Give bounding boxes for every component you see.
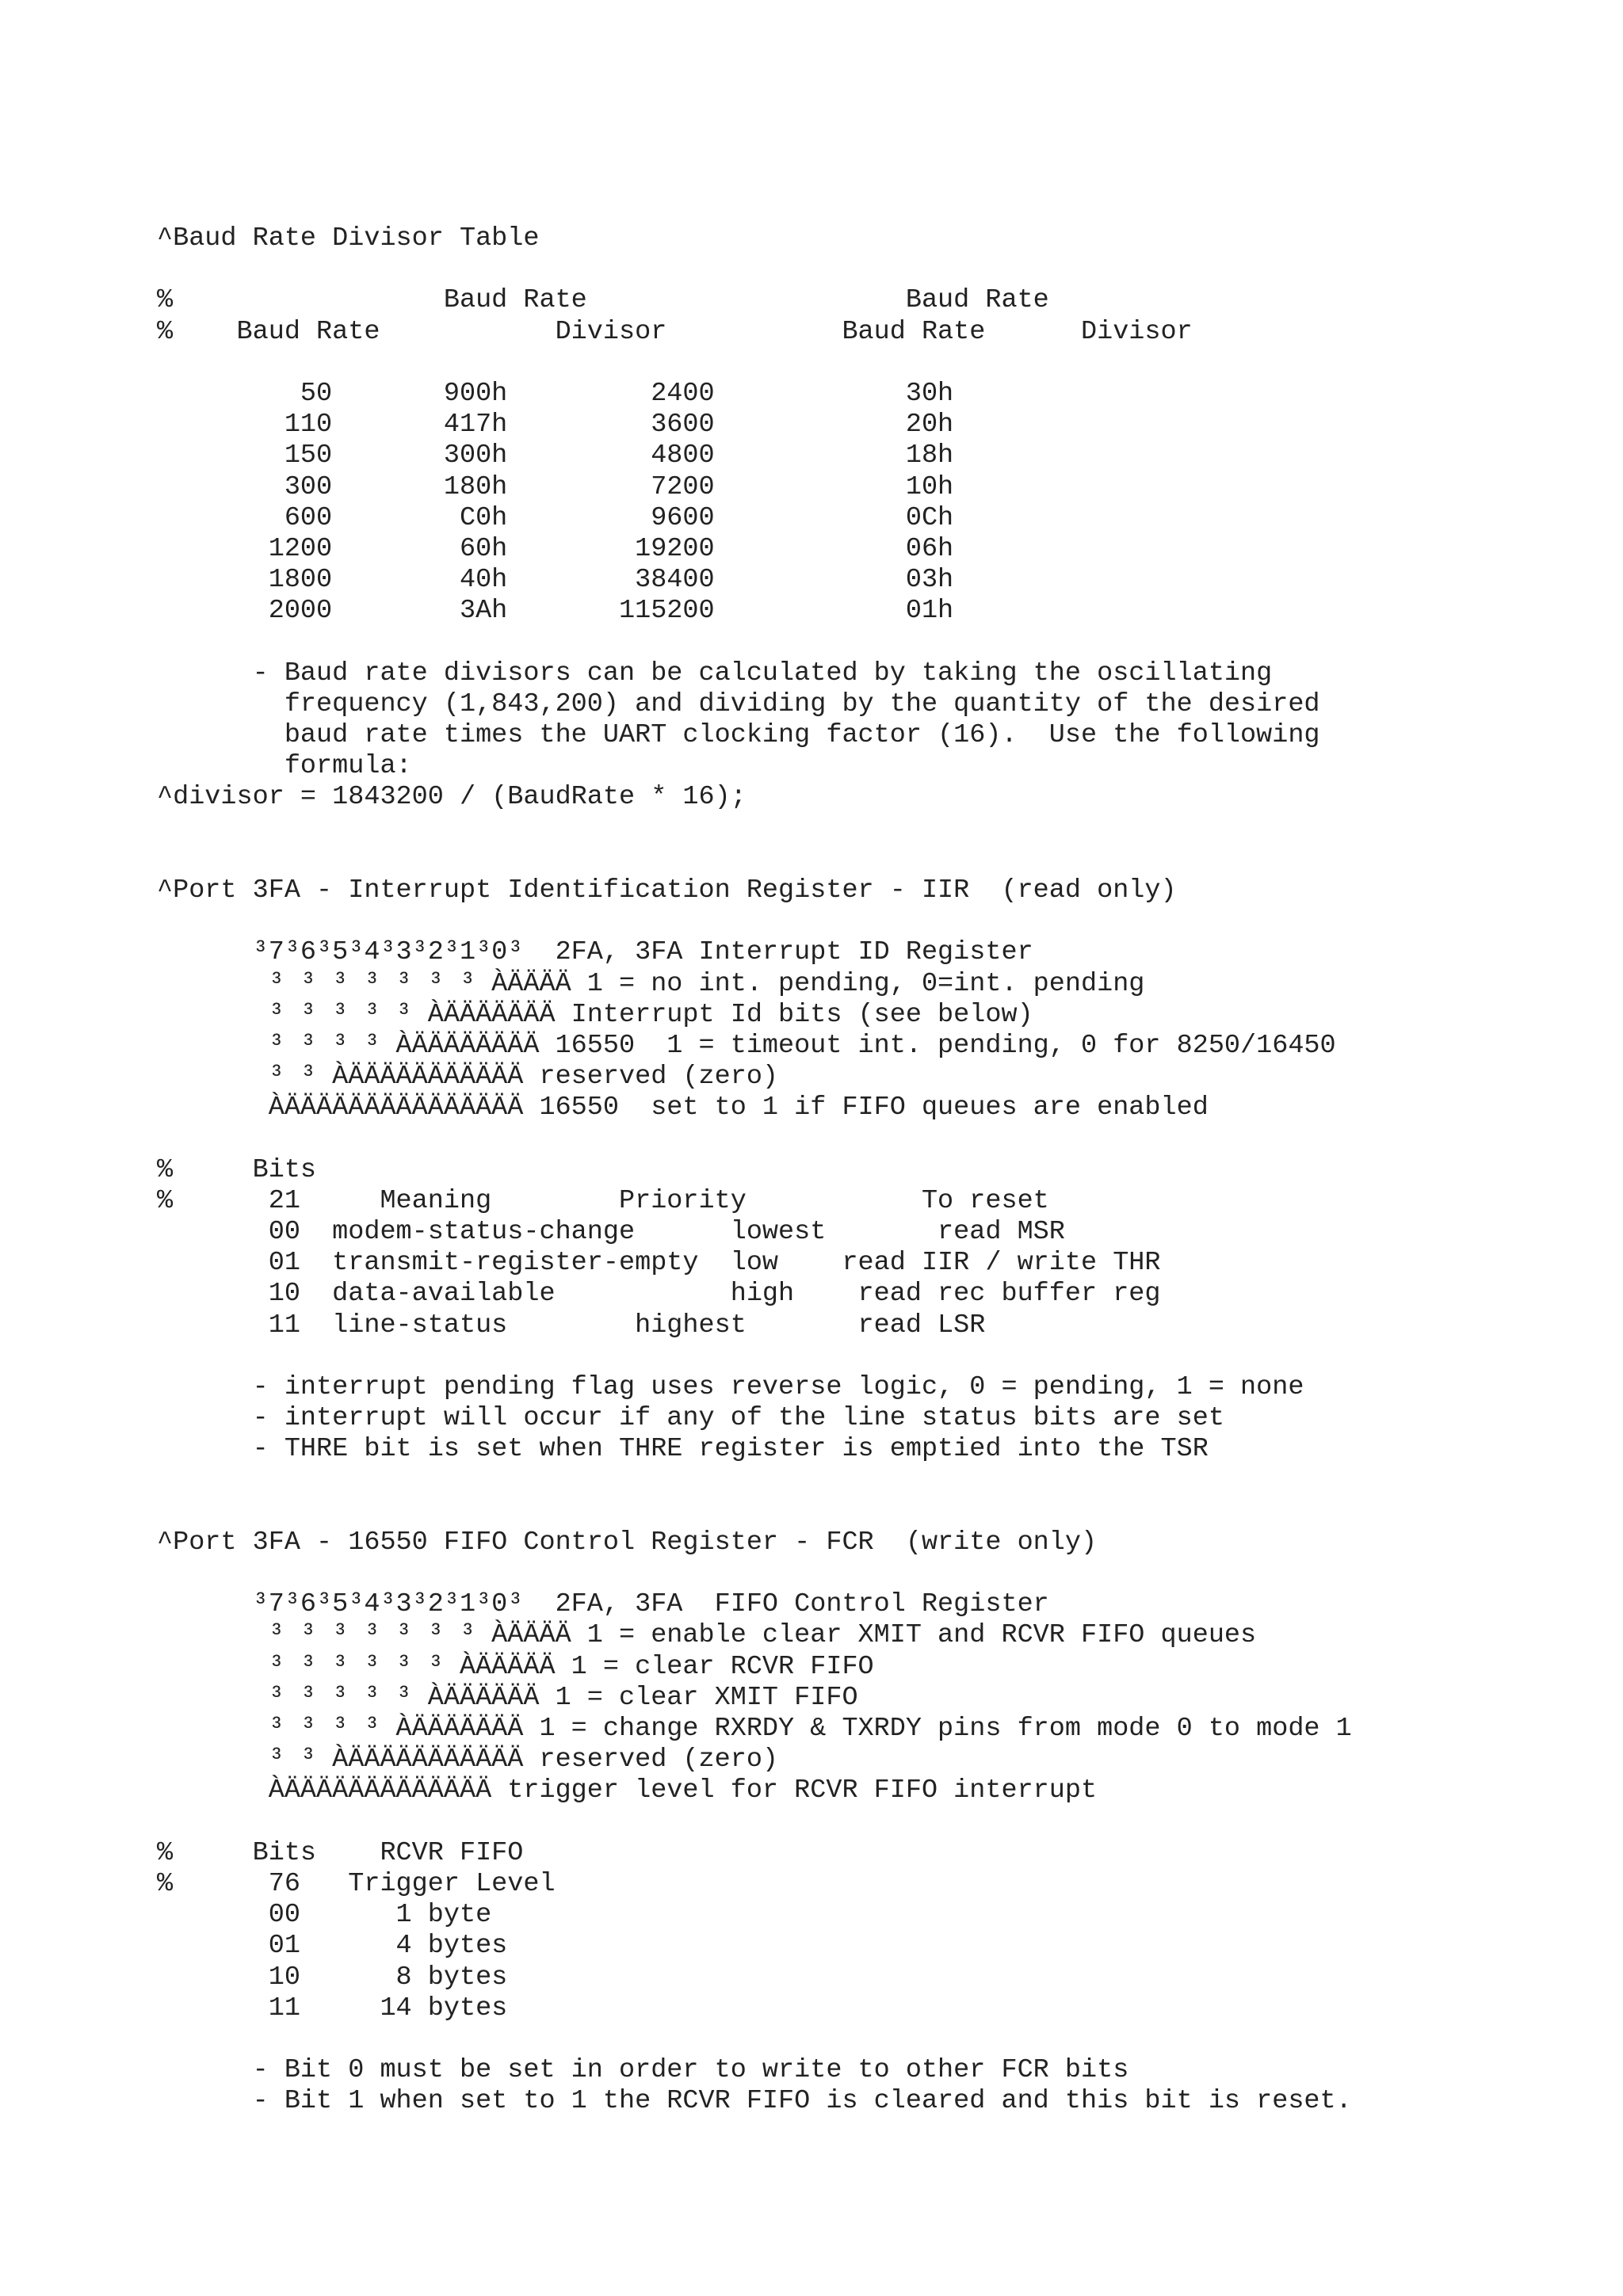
text-line: - interrupt pending flag uses reverse logic, 0 = pending, 1 = none (157, 1371, 1304, 1402)
text-line: ^Baud Rate Divisor Table (157, 223, 540, 254)
text-line (157, 348, 1583, 379)
text-line: formula: (157, 751, 412, 782)
text-line: ³ ³ ³ ³ ³ ³ ÀÄÄÄÄÄ 1 = clear RCVR FIFO (157, 1651, 874, 1682)
text-line: ³ ³ ³ ³ ³ ÀÄÄÄÄÄÄÄ Interrupt Id bits (see below) (157, 999, 1033, 1030)
text-line: ³ ³ ³ ³ ³ ³ ³ ÀÄÄÄÄ 1 = enable clear XMIT and RCVR FIFO queues (157, 1620, 1257, 1651)
text-line: - Bit 1 when set to 1 the RCVR FIFO is cleared and this bit is reset. (157, 2086, 1352, 2117)
text-line (157, 1497, 1583, 1527)
text-line: 150 300h 4800 18h (157, 441, 954, 471)
text-line: - Baud rate divisors can be calculated by taking the oscillating (157, 658, 1273, 688)
text-line: - Bit 0 must be set in order to write to other FCR bits (157, 2055, 1129, 2086)
text-line: 50 900h 2400 30h (157, 378, 954, 409)
text-line: ³ ³ ÀÄÄÄÄÄÄÄÄÄÄÄ reserved (zero) (157, 1745, 779, 1775)
text-line: 2000 3Ah 115200 01h (157, 596, 954, 627)
text-line (157, 1466, 1583, 1497)
text-line: % Bits RCVR FIFO (157, 1837, 524, 1868)
text-line: ³ ³ ÀÄÄÄÄÄÄÄÄÄÄÄ reserved (zero) (157, 1062, 779, 1093)
text-line (157, 2024, 1583, 2055)
text-line: % Baud Rate Divisor Baud Rate Divisor (157, 316, 1193, 347)
text-line: ³ ³ ³ ³ ÀÄÄÄÄÄÄÄÄ 16550 1 = timeout int. pending, 0 for 8250/16450 (157, 1030, 1336, 1061)
text-line (157, 845, 1583, 875)
text-line: 10 data-available high read rec buffer reg (157, 1279, 1161, 1310)
text-line: 11 14 bytes (157, 1993, 508, 2023)
text-line: ÀÄÄÄÄÄÄÄÄÄÄÄÄÄÄÄ 16550 set to 1 if FIFO queues are enabled (157, 1093, 1209, 1123)
text-line (157, 1558, 1583, 1589)
document-page (157, 223, 1583, 2117)
text-line (157, 1341, 1583, 1372)
text-line (157, 1807, 1583, 1838)
text-line: baud rate times the UART clocking factor (16). Use the following (157, 720, 1320, 750)
text-line: 00 1 byte (157, 1900, 492, 1931)
text-line: ³7³6³5³4³3³2³1³0³ 2FA, 3FA Interrupt ID Register (157, 937, 1033, 968)
text-line (157, 254, 1583, 285)
text-line: 1800 40h 38400 03h (157, 565, 954, 596)
text-line: 00 modem-status-change lowest read MSR (157, 1217, 1065, 1247)
text-line: ³ ³ ³ ³ ³ ÀÄÄÄÄÄÄ 1 = clear XMIT FIFO (157, 1682, 858, 1713)
text-line: ^Port 3FA - 16550 FIFO Control Register - FCR (write only) (157, 1527, 1098, 1558)
text-line: ÀÄÄÄÄÄÄÄÄÄÄÄÄÄ trigger level for RCVR FIFO interrupt (157, 1775, 1098, 1806)
text-line: ³ ³ ³ ³ ³ ³ ³ ÀÄÄÄÄ 1 = no int. pending, 0=int. pending (157, 968, 1145, 999)
text-line: 11 line-status highest read LSR (157, 1310, 986, 1341)
text-line: % 21 Meaning Priority To reset (157, 1185, 1049, 1216)
text-line (157, 627, 1583, 658)
text-line (157, 814, 1583, 845)
text-line: % Bits (157, 1154, 317, 1185)
text-line: - interrupt will occur if any of the line status bits are set (157, 1403, 1224, 1434)
text-line: - THRE bit is set when THRE register is emptied into the TSR (157, 1434, 1209, 1465)
text-line: 300 180h 7200 10h (157, 471, 954, 502)
text-line: ³ ³ ³ ³ ÀÄÄÄÄÄÄÄ 1 = change RXRDY & TXRDY pins from mode 0 to mode 1 (157, 1714, 1352, 1744)
text-line: 10 8 bytes (157, 1962, 508, 1993)
text-line: 01 4 bytes (157, 1931, 508, 1962)
text-line (157, 906, 1583, 937)
text-line: ³7³6³5³4³3³2³1³0³ 2FA, 3FA FIFO Control Register (157, 1589, 1049, 1620)
text-line: ^divisor = 1843200 / (BaudRate * 16); (157, 782, 747, 813)
text-line: 600 C0h 9600 0Ch (157, 502, 954, 533)
text-line: frequency (1,843,200) and dividing by the quantity of the desired (157, 688, 1320, 719)
text-line: 01 transmit-register-empty low read IIR / write THR (157, 1248, 1161, 1279)
text-line: % Baud Rate Baud Rate (157, 285, 1049, 316)
text-line: ^Port 3FA - Interrupt Identification Register - IIR (read only) (157, 875, 1177, 906)
text-line: 110 417h 3600 20h (157, 410, 954, 441)
text-line: % 76 Trigger Level (157, 1868, 556, 1899)
text-line (157, 1123, 1583, 1154)
text-line: 1200 60h 19200 06h (157, 533, 954, 564)
